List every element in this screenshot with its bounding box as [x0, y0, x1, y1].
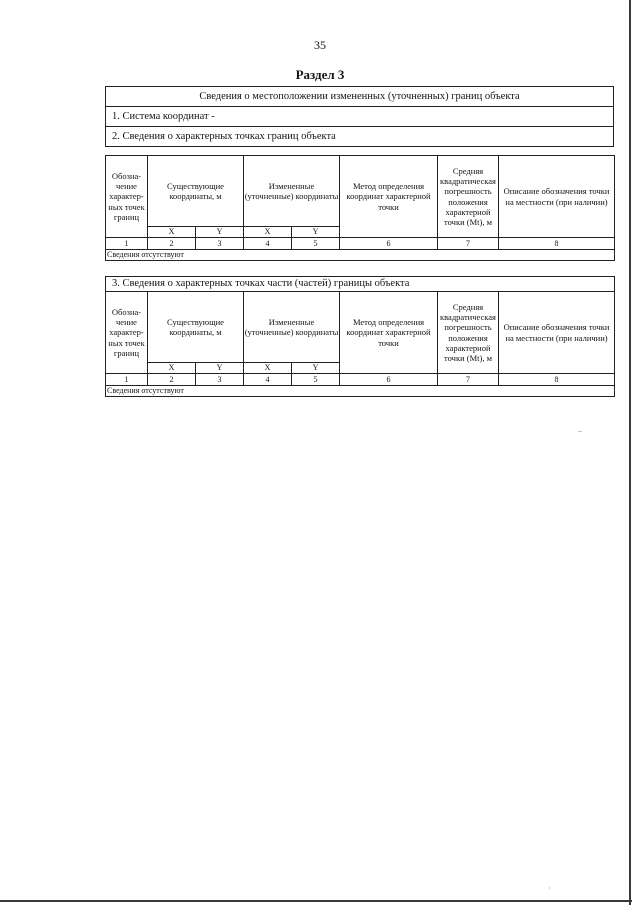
section-title: Раздел 3 [295, 67, 345, 82]
sub-header-x: X [148, 363, 196, 374]
column-number: 6 [340, 238, 438, 250]
column-number: 8 [499, 374, 615, 386]
col-mean-error: Средняя квадратическая погрешность положения характерной точки (Mt), м [438, 292, 499, 374]
boundary-points-table [105, 155, 615, 261]
no-data-row: Сведения отсутствуют [106, 386, 615, 397]
column-number: 4 [244, 238, 292, 250]
column-number: 1 [106, 238, 148, 250]
header-row-coordinate-system: 1. Система координат - [106, 107, 614, 127]
col-mean-error: Средняя квадратическая погрешность положения характерной точки (Mt), м [438, 156, 499, 238]
page-number: 35 [314, 38, 326, 52]
sub-header-y: Y [292, 363, 340, 374]
col-description: Описание обозначения точки на местности (при наличии) [499, 292, 615, 374]
column-number: 2 [148, 374, 196, 386]
column-number: 3 [196, 374, 244, 386]
page-edge-bottom [0, 900, 632, 902]
col-designation: Обозна-чение характер-ных точек границ [106, 292, 148, 374]
part-boundary-points-table [105, 276, 615, 397]
column-number: 8 [499, 238, 615, 250]
sub-header-y: Y [196, 227, 244, 238]
col-description: Описание обозначения точки на местности (при наличии) [499, 156, 615, 238]
scan-speck: · [548, 884, 551, 893]
col-existing-coordinates: Существующие координаты, м [148, 292, 244, 363]
col-designation: Обозна-чение характер-ных точек границ [106, 156, 148, 238]
column-number: 7 [438, 374, 499, 386]
scan-speck: – [578, 426, 582, 435]
sub-header-x: X [244, 227, 292, 238]
sub-header-y: Y [292, 227, 340, 238]
column-number: 2 [148, 238, 196, 250]
column-number: 1 [106, 374, 148, 386]
column-number: 4 [244, 374, 292, 386]
sub-header-y: Y [196, 363, 244, 374]
sub-header-x: X [148, 227, 196, 238]
col-method: Метод определения координат характерной точки [340, 292, 438, 374]
column-number: 5 [292, 374, 340, 386]
column-number: 6 [340, 374, 438, 386]
table-title: 3. Сведения о характерных точках части (частей) границы объекта [106, 277, 615, 292]
header-row-boundaries: Сведения о местоположении измененных (уточненных) границ объекта [106, 87, 614, 107]
column-number: 3 [196, 238, 244, 250]
page-edge-right [629, 0, 631, 905]
section-header-table [105, 86, 614, 147]
col-method: Метод определения координат характерной точки [340, 156, 438, 238]
sub-header-x: X [244, 363, 292, 374]
column-number: 7 [438, 238, 499, 250]
header-row-characteristic-points: 2. Сведения о характерных точках границ объекта [106, 127, 614, 147]
no-data-row: Сведения отсутствуют [106, 250, 615, 261]
column-number: 5 [292, 238, 340, 250]
col-existing-coordinates: Существующие координаты, м [148, 156, 244, 227]
col-changed-coordinates: Измененные (уточненные) координаты [244, 156, 340, 227]
col-changed-coordinates: Измененные (уточненные) координаты [244, 292, 340, 363]
